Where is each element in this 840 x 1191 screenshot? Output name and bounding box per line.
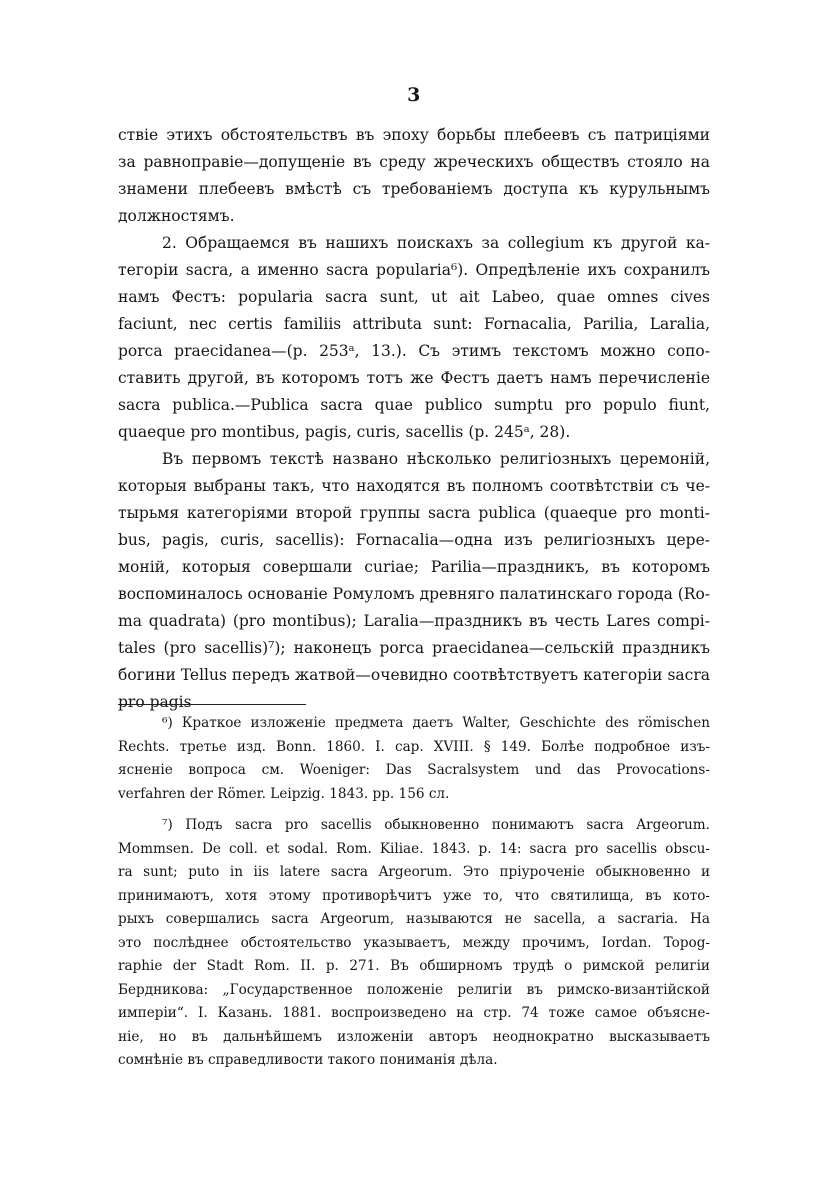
text-line: за равноправіе—допущеніе въ среду жреческихъ обществъ стояло на: [118, 153, 710, 171]
footnote-line: сомнѣніе въ справедливости такого пониманія дѣла.: [118, 1052, 498, 1068]
text-line: намъ Фестъ: popularia sacra sunt, ut ait Labeo, quae omnes cives: [118, 288, 710, 306]
text-line: должностямъ.: [118, 207, 235, 225]
page-number: 3: [407, 84, 421, 106]
text-line: воспоминалось основаніе Ромуломъ древняго палатинскаго города (Ro-: [118, 585, 710, 603]
text-line: богини Tellus передъ жатвой—очевидно соотвѣтствуетъ категоріи sacra: [118, 666, 710, 684]
footnote-line: raphie der Stadt Rom. II. p. 271. Въ обширномъ трудѣ о римской религіи: [118, 958, 710, 974]
text-line: ставить другой, въ которомъ тотъ же Фестъ даетъ намъ перечисленіе: [118, 369, 710, 387]
paragraph-start-line: 2. Обращаемся въ нашихъ поискахъ за collegium къ другой ка-: [162, 234, 710, 252]
text-line: знамени плебеевъ вмѣстѣ съ требованіемъ доступа къ курульнымъ: [118, 180, 710, 198]
text-line: которыя выбраны такъ, что находятся въ полномъ соотвѣтствіи съ че-: [118, 477, 710, 495]
text-line: quaeque pro montibus, pagis, curis, sacellis (p. 245ᵃ, 28).: [118, 423, 571, 441]
text-line: porca praecidanea—(p. 253ᵃ, 13.). Съ этимъ текстомъ можно сопо-: [118, 342, 710, 360]
book-page: [118, 0, 710, 1191]
text-line: тегоріи sacra, а именно sacra popularia⁶). Опредѣленіе ихъ сохранилъ: [118, 261, 710, 279]
footnote-line: verfahren der Römer. Leipzig. 1843. pp. 156 сл.: [118, 785, 450, 802]
footnote-line: Mommsen. De coll. et sodal. Rom. Kiliae. 1843. p. 14: sacra pro sacellis obscu-: [118, 840, 710, 857]
footnote-line: Rechts. третье изд. Bonn. 1860. I. cap. XVIII. § 149. Болѣе подробное изъ-: [118, 738, 710, 755]
footnote-gap: [118, 806, 710, 814]
text-line: bus, pagis, curis, sacellis): Fornacalia—одна изъ религіозныхъ цере-: [118, 531, 710, 549]
footnote-line: ніе, но въ дальнѣйшемъ изложеніи авторъ неоднократно высказываетъ: [118, 1028, 710, 1045]
footnote-7-start: ⁷) Подъ sacra pro sacellis обыкновенно понимаютъ sacra Argeorum.: [162, 817, 710, 833]
text-line: sacra publica.—Publica sacra quae publico sumptu pro populo fiunt,: [118, 396, 710, 414]
text-line: моній, которыя совершали curiae; Parilia—праздникъ, въ которомъ: [118, 558, 710, 576]
text-line: ma quadrata) (pro montibus); Laralia—праздникъ въ честь Lares compi-: [118, 612, 710, 630]
text-line: tales (pro sacellis)⁷); наконецъ porca praecidanea—сельскій праздникъ: [118, 639, 710, 657]
footnotes: [118, 712, 710, 1073]
main-text: [118, 122, 710, 716]
footnote-line: Бердникова: „Государственное положеніе религіи въ римско-византійской: [118, 981, 710, 998]
footnote-line: рыхъ совершались sacra Argeorum, называются не sacella, а sacraria. На: [118, 911, 710, 927]
footnote-line: это послѣднее обстоятельство указываетъ, между прочимъ, Iordan. Topog-: [118, 934, 710, 951]
paragraph-start-line: Въ первомъ текстѣ названо нѣсколько религіозныхъ церемоній,: [162, 450, 710, 468]
text-line: pro pagis: [118, 693, 192, 711]
footnote-line: ra sunt; puto in iis latere sacra Argeorum. Это пріуроченіе обыкновенно и: [118, 864, 710, 880]
text-line: тырьмя категоріями второй группы sacra publica (quaeque pro monti-: [118, 504, 710, 522]
text-line: ствіе этихъ обстоятельствъ въ эпоху борьбы плебеевъ съ патриціями: [118, 126, 710, 144]
footnote-line: принимаютъ, хотя этому противорѣчитъ уже то, что святилища, въ кото-: [118, 887, 710, 904]
footnote-line: имперіи“. I. Казань. 1881. воспроизведено на стр. 74 тоже самое объясне-: [118, 1005, 710, 1021]
footnote-line: ясненіе вопроса см. Woeniger: Das Sacralsystem und das Provocations-: [118, 762, 710, 778]
footnote-6-start: ⁶) Краткое изложеніе предмета даетъ Walter, Geschichte des römischen: [162, 715, 710, 731]
text-line: faciunt, nec certis familiis attributa sunt: Fornacalia, Parilia, Laralia,: [118, 315, 710, 333]
footnote-divider: [118, 704, 306, 705]
